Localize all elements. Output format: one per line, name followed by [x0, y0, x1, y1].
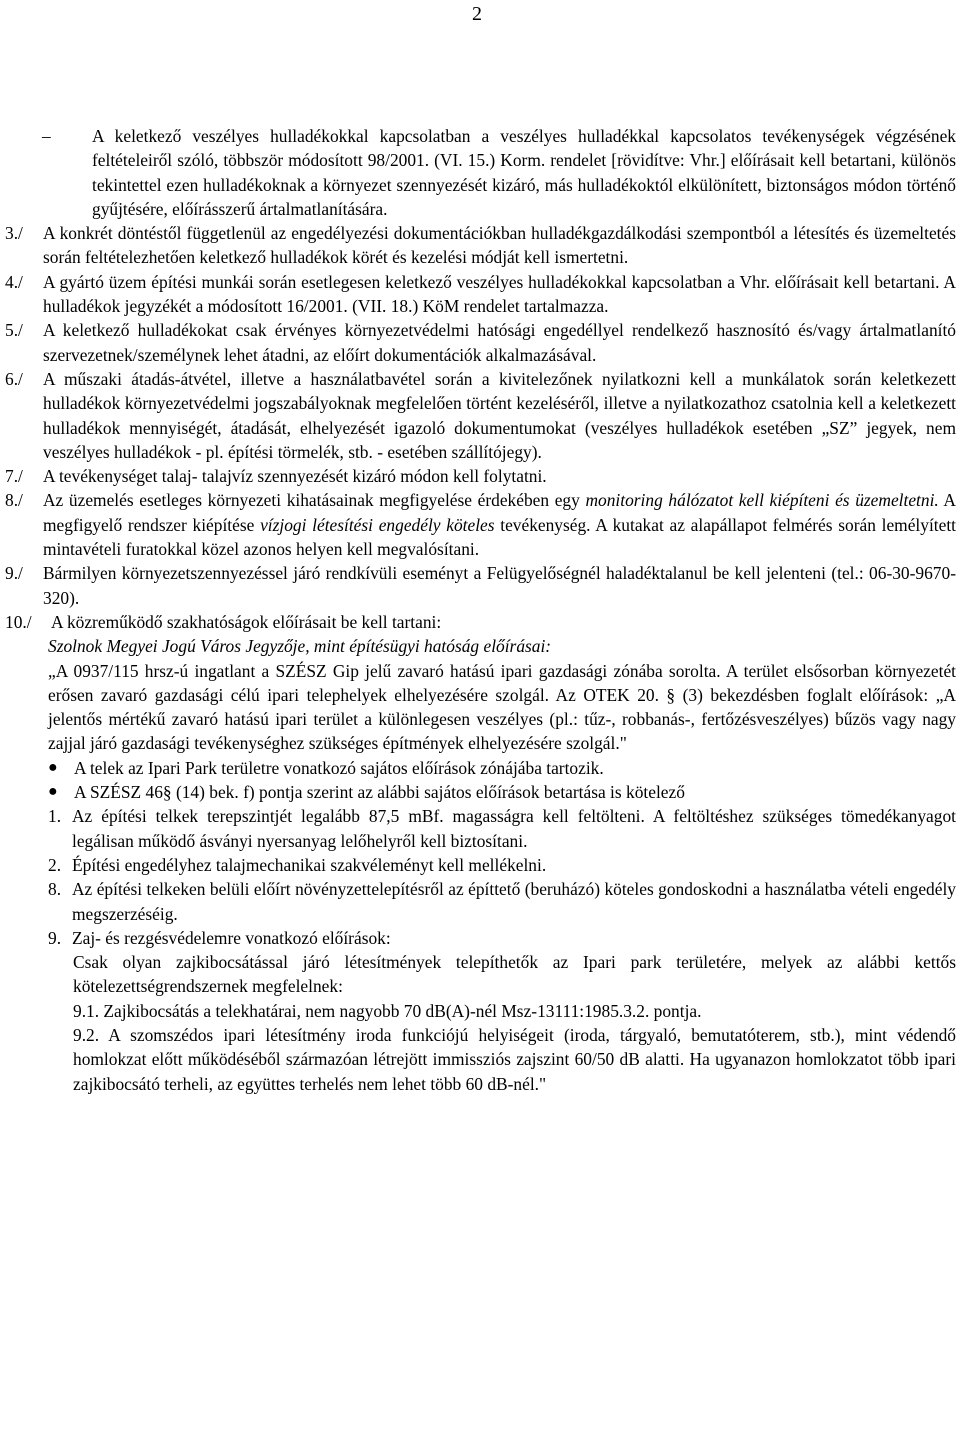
bullet-icon: ● [48, 783, 58, 801]
paragraph-text: A gyártó üzem építési munkái során esetlegesen keletkező veszélyes hulladékokkal kapcsolatban a Vhr. előírásait kell betartani. A hulladékok jegyzékét a módosított 16/2001. (VII. 18.) KöM rendelet tartalmazza. [43, 271, 956, 317]
list-item [0, 124, 960, 221]
bullet-item [0, 780, 960, 804]
numbered-rule [0, 877, 960, 926]
rule-number: 9. [48, 927, 62, 948]
item-number: 6./ [5, 368, 23, 389]
list-item [0, 464, 960, 488]
text-run: tevékenység. A kutakat az alapállapot felmérés során lemélyített mintavételi furatokkal közel azonos helyen kell megvalósítani. [43, 514, 956, 560]
dash-marker: – [42, 126, 51, 146]
item-number: 9./ [5, 563, 23, 584]
paragraph-text: A keletkező veszélyes hulladékokkal kapcsolatban a veszélyes hulladékkal kapcsolatos tevékenységek végzésének feltételeiről szóló, többször módosított 98/2001. (VI. 15.) Korm. rendelet [rövidítve: Vhr.] előírásait kell betartani, különös tekintettel ezen hulladékoknak a környezet szennyezését kizáró, más hulladékoktól elkülönített, biztonságos módon történő gyűjtésére, előírásszerű ártalmatlanítására. [92, 126, 956, 219]
text-run: Az üzemelés esetleges környezeti kihatásainak megfigyelése érdekében egy [43, 490, 586, 511]
rule-text: Az építési telkek terepszintjét legalább 87,5 mBf. magasságra kell feltölteni. A feltöltéshez szükséges tömedékanyagot legálisan működő ásványi nyersanyag lelőhelyről kell biztosítani. [72, 806, 956, 851]
authority-quote: „A 0937/115 hrsz-ú ingatlant a SZÉSZ Gip jelű zavaró hatású ipari gazdasági zónába sorolta. A terület elsősorban környezetét erősen zavaró gazdasági célú ipari telephelyek elhelyezésére szolgál. Az OTEK 20. § (3) bekezdésben foglalt előírások: „A jelentős mértékű zavaró hatású ipari terület a különlegesen veszélyes (pl.: tűz-, robbanás-, fertőzésveszélyes) bűzös vagy nagy zajjal járó gazdasági tevékenységhez szükséges építmények elhelyezésére szolgál." [48, 660, 956, 754]
item-number: 10./ [5, 611, 32, 632]
authority-heading: Szolnok Megyei Jogú Város Jegyzője, mint építésügyi hatóság előírásai: [48, 636, 552, 657]
list-item [0, 318, 960, 367]
document-body [0, 124, 960, 1096]
text-run: A megfigyelő rendszer kiépítése [43, 490, 956, 535]
bullet-item [0, 756, 960, 780]
item-number: 7./ [5, 466, 23, 487]
numbered-rule [0, 926, 960, 950]
paragraph-text [43, 488, 960, 561]
rule-number: 2. [48, 854, 62, 875]
italic-text-run: vízjogi létesítési engedély köteles [260, 514, 495, 535]
numbered-rule [0, 804, 960, 853]
paragraph-text: Bármilyen környezetszennyezéssel járó rendkívüli eseményt a Felügyelőségnél haladéktalanul be kell jelenteni (tel.: 06-30-9670-320). [43, 563, 956, 608]
italic-text-run: monitoring hálózatot kell kiépíteni és üzemeltetni. [585, 490, 939, 511]
list-item [0, 610, 960, 634]
paragraph-text: A közreműködő szakhatóságok előírásait be kell tartani: [51, 611, 442, 632]
list-item [0, 561, 960, 610]
paragraph-text: A tevékenységet talaj- talajvíz szennyezését kizáró módon kell folytatni. [43, 466, 547, 487]
paragraph-text: A keletkező hulladékokat csak érvényes környezetvédelmi hatósági engedéllyel rendelkező hasznosító és/vagy ártalmatlanító szervezetnek/személynek lehet átadni, az előírt dokumentációk alkalmazásával. [43, 320, 956, 365]
noise-rule-9-1: 9.1. Zajkibocsátás a telekhatárai, nem nagyobb 70 dB(A)-nél Msz-13111:1985.3.2. pontja. [73, 1000, 702, 1021]
page-number: 2 [472, 3, 482, 25]
paragraph-text: A konkrét döntéstől függetlenül az engedélyezési dokumentációkban hulladékgazdálkodási szempontból a létesítés és üzemeltetés során feltételezhetően keletkező hulladékok körét és kezelési módját kell ismertetni. [43, 223, 956, 268]
item-number: 5./ [5, 320, 23, 341]
rule-number: 1. [48, 806, 62, 827]
noise-intro: Csak olyan zajkibocsátással járó létesítmények telepíthetők az Ipari park területére, melyek az alábbi kettős kötelezettségrendszernek megfelelnek: [73, 952, 956, 997]
noise-rule-9-2: 9.2. A szomszédos ipari létesítmény iroda funkciójú helyiségeit (iroda, tárgyaló, bemutatóterem, stb.), mint védendő homlokzat előtt működéséből származóan létrejött immissziós zajszint 60/50 dB alatti. Ha ugyanazon homlokzatot több ipari zajkibocsátó terheli, az együttes terhelés nem lehet több 60 dB-nél." [73, 1024, 956, 1094]
bullet-text: A telek az Ipari Park területre vonatkozó sajátos előírások zónájába tartozik. [74, 757, 604, 778]
list-item [0, 367, 960, 464]
rule-text: Az építési telkeken belüli előírt növényzettelepítésről az építtető (beruházó) köteles gondoskodni a használatba vételi engedély megszerzéséig. [72, 879, 956, 924]
bullet-icon: ● [48, 758, 58, 776]
list-item [0, 270, 960, 319]
rule-text: Zaj- és rezgésvédelemre vonatkozó előírások: [72, 927, 391, 948]
bullet-text: A SZÉSZ 46§ (14) bek. f) pontja szerint az alábbi sajátos előírások betartása is kötelező [74, 782, 685, 803]
rule-text: Építési engedélyhez talajmechanikai szakvéleményt kell mellékelni. [72, 854, 547, 875]
numbered-rule [0, 853, 960, 877]
paragraph-text: A műszaki átadás-átvétel, illetve a használatbavétel során a kivitelezőnek nyilatkozni kell a munkálatok során keletkezett hulladékok környezetvédelmi jogszabályoknak megfelelően történt kezeléséről, illetve a nyilatkozathoz csatolnia kell a keletkezett hulladékok mennyiségét, átadását, elhelyezését igazoló dokumentumokat (veszélyes hulladékok esetében „SZ” jegyek, nem veszélyes hulladékok - pl. építési törmelék, stb. - esetében szállítójegy). [43, 368, 956, 462]
rule-number: 8. [48, 879, 62, 900]
list-item [0, 488, 960, 561]
item-number: 4./ [5, 271, 23, 292]
item-number: 8./ [5, 490, 23, 511]
item-number: 3./ [5, 223, 23, 244]
list-item [0, 221, 960, 270]
